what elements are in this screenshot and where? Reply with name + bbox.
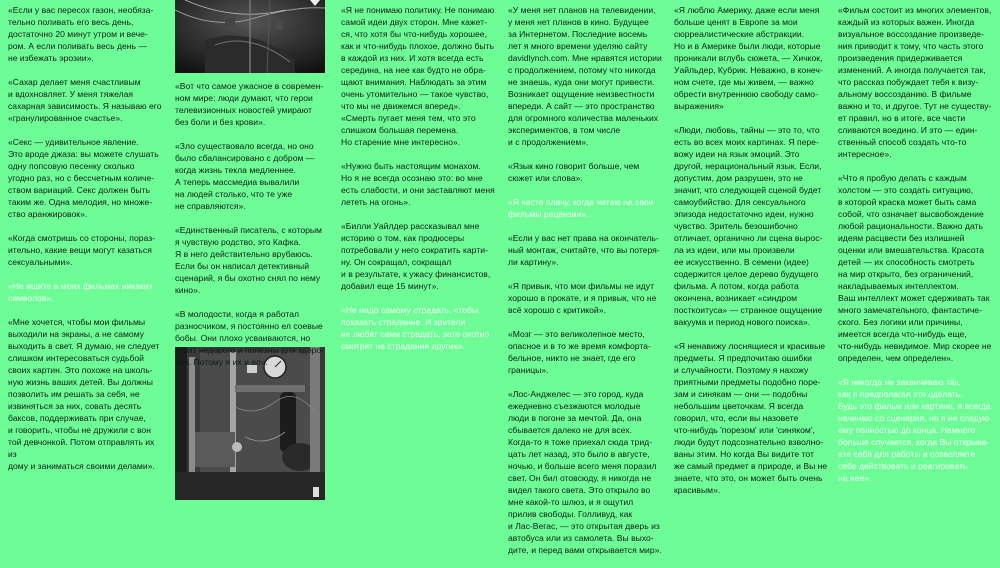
top-photo — [175, 0, 325, 73]
quote: «Фильм состоит из многих элементов, каждый из которых важен. Иногда визуальное воссоздание произведе- ния приводит к тому, что часть этого произведения придерживается изменений. А иногда получается так, что рассказ побуждает тебя к визу- альному воссозданию. В фильме важно и то, и другое. Тут не существу- ет правил, но в итоге, все части сливаются воедино. И это — един- ственный способ создать что-то интересное». — [838, 5, 992, 159]
quote: «Смерть пугает меня тем, что это слишком большая перемена. Но старение мне интересно». — [341, 113, 476, 147]
quote: «Люди, любовь, тайны — это то, что есть во всех моих картинах. Я пере- вожу идеи на язык эмоций. Это другой, нерациональный язык. Если, допустим, дом разрушен, это не значит, что следующей сценой будет самоубийство. Для сексуального эпизода недостаточно идеи, нужно чувство. Зритель безошибочно отличает, органично ли сцена вырос- ла из идеи, или мы произвели ее искусственно. В семени (идее) содержится целое дерево будущего фильма. А потом, когда работа окончена, возникает «синдром посткоитуса» — странное ощущение вакуума и период нового поиска». — [674, 125, 823, 327]
quote: «Что я пробую делать с каждым холстом — это создать ситуацию, в которой краска может быть сама собой, что означает высвобождение любой рациональности. Важно дать идеям расцвести без излишней оценки или вмешательства. Красота детей — их способность смотреть на мир открыто, без ограничений, накладываемых интеллектом. Ваш интеллект может сдерживать так много замечательного, фантастиче- ского. Без логики или причины, имеется всегда что-нибудь еще, что-нибудь невидимое. Мир скорее не определен, чем определен». — [838, 173, 992, 363]
quote: «Зло существовало всегда, но оно было сбалансировано с добром — когда жизнь текла медленнее. А теперь массмедиа вывалили на людей столько, что те уже не справляются». — [175, 141, 315, 211]
quote-column-1 — [8, 4, 164, 484]
quote: «Сахар делает меня счастливым и вдохновляет. У меня тяжелая сахарная зависимость. Я называю его «гранулированное счастье». — [8, 77, 162, 123]
quote: «Я ненавижу лоснящиеся и красивые предметы. Я предпочитаю ошибки и случайности. Поэтому я нахожу приятными предметы подобно поре- зам и синякам — они — подобны небольшим цветочкам. Я всегда говорил, что, если вы назовете что-нибудь 'порезом' или 'синяком', люди будут подсознательно взволно- ваны этим. Но когда Вы видите тот же самый предмет в природе, и Вы не знаете, что это, он может быть очень красивым». — [674, 341, 828, 495]
quote: «Я не понимаю политику. Не понимаю самой идеи двух сторон. Мне кажет- ся, что хотя бы что-нибудь хорошее, как и что-нибудь плохое, должно быть в каждой из них. И хотя всегда есть середина, на нее как будто не обра- щают внимания. Наблюдать за этим очень утомительно — такое чувство, что мы не движемся вперед». — [341, 5, 495, 111]
quote: «Я люблю Америку, даже если меня больше ценят в Европе за мои сюрреалистические абстракции. Но и в Америке были люди, которые проникали вглубь сюжета, — Хичкок, Уайльдер, Кубрик. Неважно, в конеч- ном счете, где мы живем, — важно обрести внутреннюю свободу само- выражения» — [674, 5, 823, 111]
quote: «Нужно быть настоящим монахом. Но я не всегда осознаю это: во мне есть слабости, и они заставляют меня лететь на огонь». — [341, 161, 495, 207]
highlighted-quote: «Я никогда не заканчиваю так, как я предполагал это сделать. Будь это фильм или картина, я всегда начинаю со сценария, но я не следую ему полностью до конца. Намного больше случается, когда Вы открыва- ете себя для работы и позволяете себе действовать и реагировать на нее». — [838, 377, 991, 483]
quote-column-3 — [341, 4, 499, 364]
quote-column-2 — [175, 80, 331, 380]
quote-column-6 — [838, 4, 996, 496]
quote-column-4 — [508, 4, 668, 568]
highlighted-quote: «Я часто плачу, когда читаю на свои фильмы рецензии». — [508, 197, 654, 219]
quote-column-5 — [674, 4, 834, 508]
quote: «Мозг — это великолепное место, опасное и в то же время комфорта- бельное, никто не знает, где его границы». — [508, 329, 651, 375]
industrial-pipes-image — [175, 0, 325, 73]
quote: «Лос-Анджелес — это город, куда ежедневно съезжаются молодые люди в погоне за мечтой. Да, она сбывается далеко не для всех. Когда-то я тоже приехал сюда трид- цать лет назад, это было в августе, ночью, и больше всего меня поразил свет. Он бил отовсюду, я никогда не видел такого света. Это открыло во мне какой-то шлюз, и я ощутил прилив свободы. Голливуд, как и Лас-Вегас, — это открытая дверь из автобуса или из самолета. Вы выхо- дите, и перед вами открывается мир». — [508, 389, 662, 555]
highlighted-quote: «Не надо самому страдать, чтобы показать страдание. И зрители не любят сами страдать, зато охотно смотрят на страдания других». — [341, 305, 490, 351]
quote: «Единственный писатель, с которым я чувствую родство, это Кафка. Я в него действительно врубаюсь. Если бы он написал детективный сценарий, я бы охотно снял по нему кино». — [175, 225, 322, 295]
quote: «Если у вас пересох газон, необяза- тельно поливать его весь день, достаточно 20 минут утром и вече- ром. А если поливать весь день — не избежать эрозии». — [8, 5, 154, 63]
quote: «Вот что самое ужасное в современ- ном мире: люди думают, что герои телевизионных новостей умирают без боли и без крови». — [175, 81, 324, 127]
highlighted-quote: «Не ищите в моих фильмах никаких символов». — [8, 281, 153, 303]
quote: «Я привык, что мои фильмы не идут хорошо в прокате, и я привык, что не всё хорошо с критикой». — [508, 281, 657, 315]
quote: «Билли Уайлдер рассказывал мне историю о том, как продюсеры потребовали у него сократить карти- ну. Он сокращал, сокращал и в результате, к ужасу финансистов, добавил еще 15 минут». — [341, 221, 491, 291]
quote: «Язык кино говорит больше, чем сюжет или слова». — [508, 161, 640, 183]
quote: «В молодости, когда я работал разносчиком, я постоянно ел соевые бобы. Они плохо усваиваются, но стоят недорого и полезны для здоро- вья. Потому я их и ел». — [175, 309, 325, 367]
quote: «Когда смотришь со стороны, пораз- ительно, какие вещи могут казаться сексуальными». — [8, 233, 155, 267]
quote: «Мне хочется, чтобы мои фильмы выходили на экраны, а не самому выходить в свет. Я думаю, не следует слишком интересоваться судьбой своих картин. Это похоже на школь- ную жизнь ваших детей. Вы должны позволить им решать за себя, не извиняться за них, совать десять баксов, поддерживать при случае, и говорить, чтобы не дружили с вон той девчонкой. Потом отправлять их из дому и заниматься своими делами». — [8, 317, 160, 471]
quote: «У меня нет планов на телевидении, у меня нет планов в кино. Будущее за Интернетом. Последние восемь лет я много времени уделяю сайту davidlynch.com. Мне нравятся истории с продолжением, потому что никогда не знаешь, куда они могут привести. Возникает ощущение неизвестности впереди. А сайт — это пространство для огромного количества маленьких экспериментов, в том числе и с продолжением». — [508, 5, 662, 147]
quote: «Если у вас нет права на окончатель- ный монтаж, считайте, что вы потеря- ли картину». — [508, 233, 660, 267]
quote: «Секс — удивительное явление. Это вроде джаза: вы можете слушать одну попсовую песенку сколько угодно раз, но с бессчетным количе- ством вариаций. Секс должен быть таким же. Одна мелодия, но множе- ство аранжировок». — [8, 137, 159, 219]
